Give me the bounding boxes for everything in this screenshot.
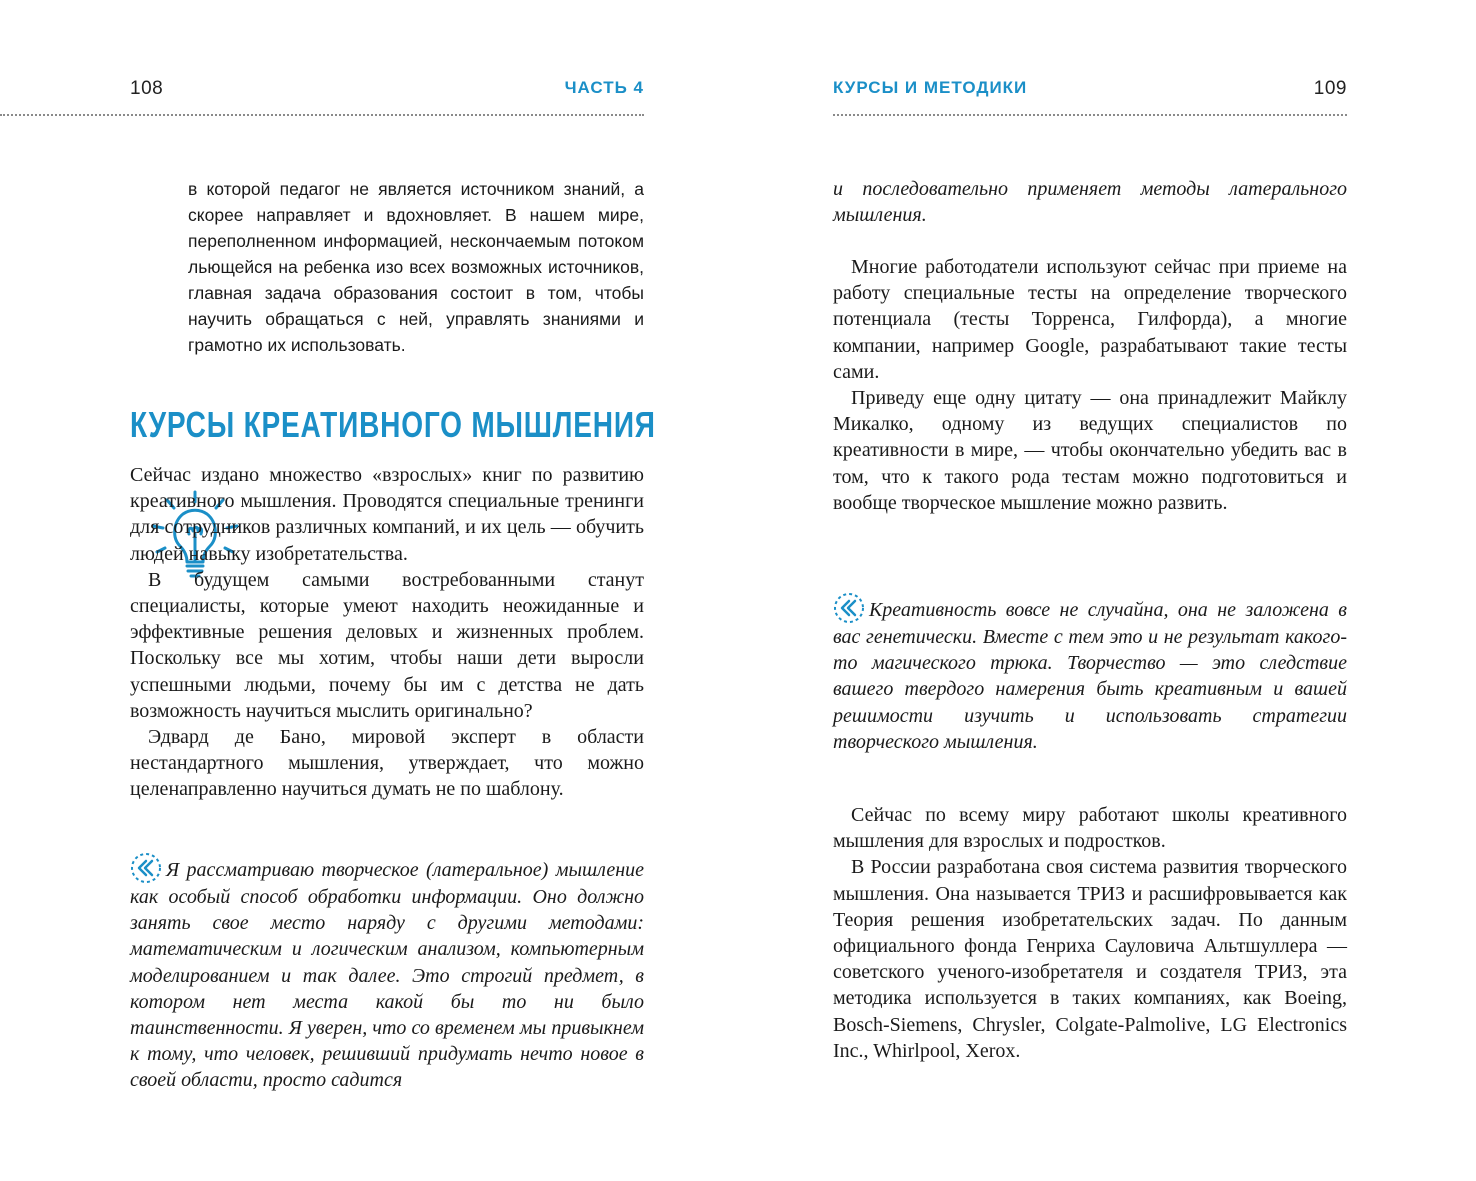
- paragraph: В будущем самыми востребованными станут специалисты, которые умеют находить неожиданные и эффективные решения деловых и жизненных проблем. Поскольку все мы хотим, чтобы наши дети выросли успешными людьми, почему бы им с детства не дать возможность научиться мыслить оригинально?: [130, 568, 644, 722]
- quote-text: Креативность вовсе не случайна, она не заложена в вас генетически. Вместе с тем это и не результат какого-то магического трюка. Творчество — это следствие вашего твердого намерения быть креативным и вашей решимости изучить и использовать стратегии творческого мышления.: [833, 599, 1347, 753]
- intro-paragraph: в которой педагог не является источником знаний, а скорее направляет и вдохновляет. В нашем мире, переполненном информацией, нескончаемым потоком льющейся на ребенка изо всех возможных источников, главная задача образования состоит в том, чтобы научить обращаться с ней, управлять знаниями и грамотно их использовать.: [188, 179, 644, 355]
- header-rule: [0, 114, 644, 116]
- running-head-left: [130, 78, 644, 106]
- section-title: КУРСЫ И МЕТОДИКИ: [833, 78, 1028, 97]
- double-chevron-quote-icon: [130, 852, 162, 884]
- section-title: ЧАСТЬ 4: [564, 78, 644, 97]
- header-rule: [833, 114, 1347, 116]
- paragraph: Сейчас издано множество «взрослых» книг по развитию креативного мышления. Проводятся специальные тренинги для сотрудников различных компаний, и их цель — обучить людей навыку изобретательства.: [130, 464, 644, 565]
- quote-text: Я рассматриваю творческое (латеральное) мышление как особый способ обработки информации. Оно должно занять свое место наряду с другими методами: математическим и логическим анализом, компьютерным моделированием и так далее. Это строгий предмет, в котором нет места какой бы то ни было таинственности. Я уверен, что со временем мы привыкнем к тому, что человек, решивший придумать нечто новое в своей области, просто садится: [130, 859, 644, 1092]
- quote-block-right: [833, 592, 1347, 755]
- body-text-left: [130, 462, 644, 803]
- page-number: 109: [1313, 78, 1347, 99]
- running-head-right: [833, 78, 1347, 106]
- body-text-right-b: [833, 802, 1347, 1064]
- left-page: [130, 0, 656, 1181]
- page-number: 108: [130, 78, 164, 99]
- body-text-right-a: [833, 254, 1347, 516]
- paragraph: Сейчас по всему миру работают школы креативного мышления для взрослых и подростков.: [833, 804, 1347, 853]
- section-heading: КУРСЫ КРЕАТИВНОГО МЫШЛЕНИЯ: [130, 404, 656, 445]
- right-page: [833, 0, 1347, 1181]
- quote-block-left: [130, 852, 644, 1094]
- paragraph: Приведу еще одну цитату — она принадлежит Майклу Микалко, одному из ведущих специалистов по креативности в мире, — чтобы окончательно убедить вас в том, что к такого рода тестам можно подготовиться и вообще творческое мышление можно развить.: [833, 387, 1347, 514]
- paragraph: Эдвард де Бано, мировой эксперт в области нестандартного мышления, утверждает, что можно целенаправленно научиться думать не по шаблону.: [130, 726, 644, 801]
- double-chevron-quote-icon: [833, 592, 865, 624]
- paragraph: В России разработана своя система развития творческого мышления. Она называется ТРИЗ и расшифровывается как Теория решения изобретательских задач. По данным официального фонда Генриха Сауловича Альтшуллера — советского ученого-изобретателя и создателя ТРИЗ, эта методика используется в таких компаниях, как Boeing, Bosch-Siemens, Chrysler, Colgate-Palmolive, LG Electronics Inc., Whirlpool, Xerox.: [833, 856, 1347, 1062]
- quote-continuation: и последовательно применяет методы латерального мышления.: [833, 178, 1347, 227]
- paragraph: Многие работодатели используют сейчас при приеме на работу специальные тесты на определение творческого потенциала (тесты Торренса, Гилфорда), а многие компании, например Google, разрабатывают такие тесты сами.: [833, 256, 1347, 383]
